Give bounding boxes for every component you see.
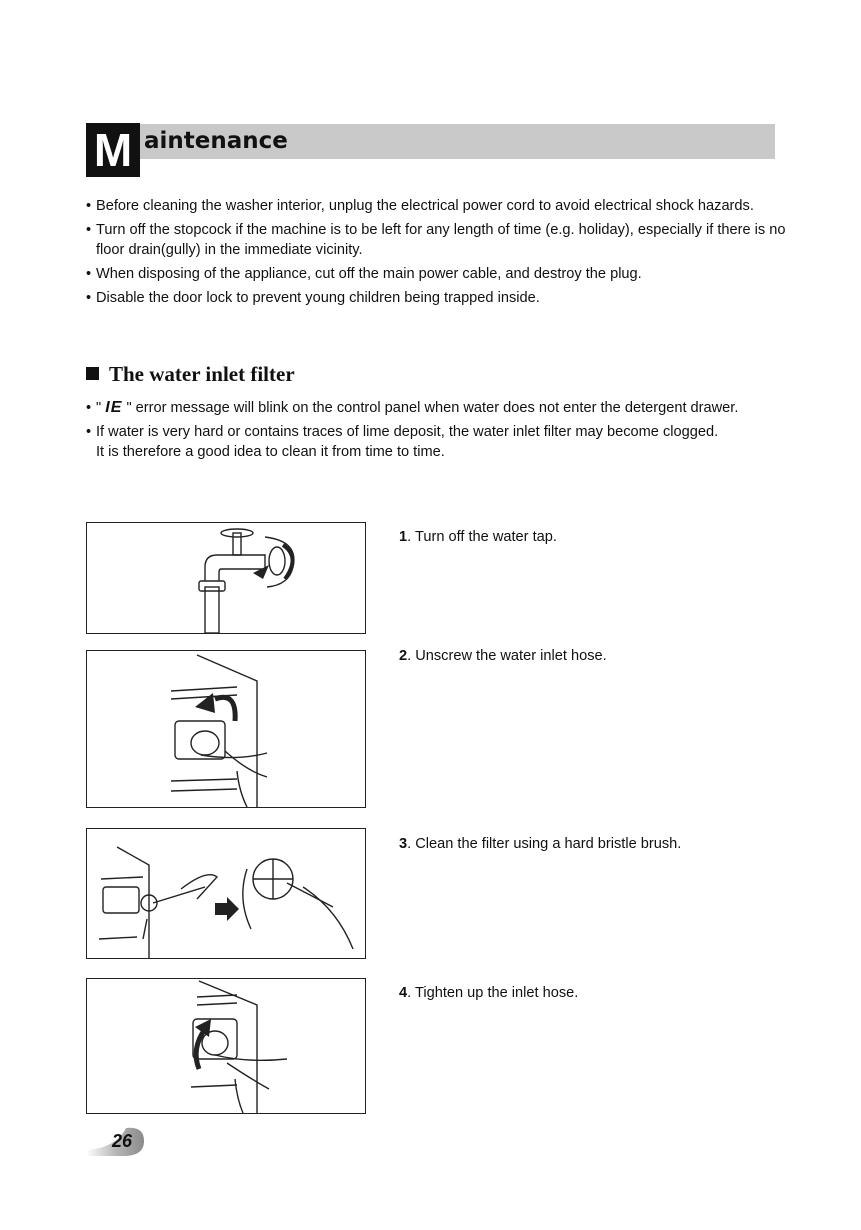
step-number: 2 — [399, 648, 408, 664]
intro-bullet: • Before cleaning the washer interior, unplug the electrical power cord to avoid electrical shock hazards. — [86, 196, 786, 216]
figure-unscrew-hose — [86, 650, 366, 808]
step-2 — [399, 646, 607, 666]
square-bullet-icon — [86, 367, 99, 380]
clean-filter-illustration — [87, 829, 365, 958]
step-text: . Tighten up the inlet hose. — [407, 985, 579, 1001]
intro-bullet: • Disable the door lock to prevent young children being trapped inside. — [86, 288, 786, 308]
filter-bullet-list — [86, 398, 786, 466]
step-1 — [399, 527, 557, 547]
figure-clean-filter — [86, 828, 366, 959]
step-number: 4 — [399, 985, 408, 1001]
step-text: . Unscrew the water inlet hose. — [407, 648, 607, 664]
error-message-text: " error message will blink on the control panel when water does not enter the detergent drawer. — [126, 400, 739, 416]
tighten-illustration — [87, 979, 365, 1113]
intro-bullet: • When disposing of the appliance, cut off the main power cable, and destroy the plug. — [86, 264, 786, 284]
filter-bullet — [86, 422, 786, 462]
step-3 — [399, 834, 681, 854]
page-number: 26 — [111, 1131, 133, 1151]
page-title: aintenance — [144, 128, 288, 154]
tap-illustration — [87, 523, 365, 633]
step-number: 1 — [399, 529, 408, 545]
step-text: . Clean the filter using a hard bristle brush. — [407, 836, 682, 852]
intro-bullet: • Turn off the stopcock if the machine is to be left for any length of time (e.g. holiday), especially if there is no floor drain(gully) in the immediate vicinity. — [86, 220, 786, 260]
quote-open: " — [96, 400, 102, 416]
step-number: 3 — [399, 836, 408, 852]
intro-bullet-list — [86, 196, 786, 312]
figure-turn-off-tap — [86, 522, 366, 634]
clean-note-text: It is therefore a good idea to clean it from time to time. — [96, 444, 445, 460]
step-4 — [399, 983, 578, 1003]
title-initial: M — [86, 123, 140, 177]
unscrew-illustration — [87, 651, 365, 807]
filter-bullet — [86, 398, 786, 418]
figure-tighten-hose — [86, 978, 366, 1114]
section-heading — [86, 360, 295, 388]
step-text: . Turn off the water tap. — [407, 529, 557, 545]
hard-water-text: If water is very hard or contains traces of lime deposit, the water inlet filter may become clogged. — [96, 424, 719, 440]
error-code-display: IE — [105, 399, 123, 416]
section-title: The water inlet filter — [109, 362, 295, 386]
